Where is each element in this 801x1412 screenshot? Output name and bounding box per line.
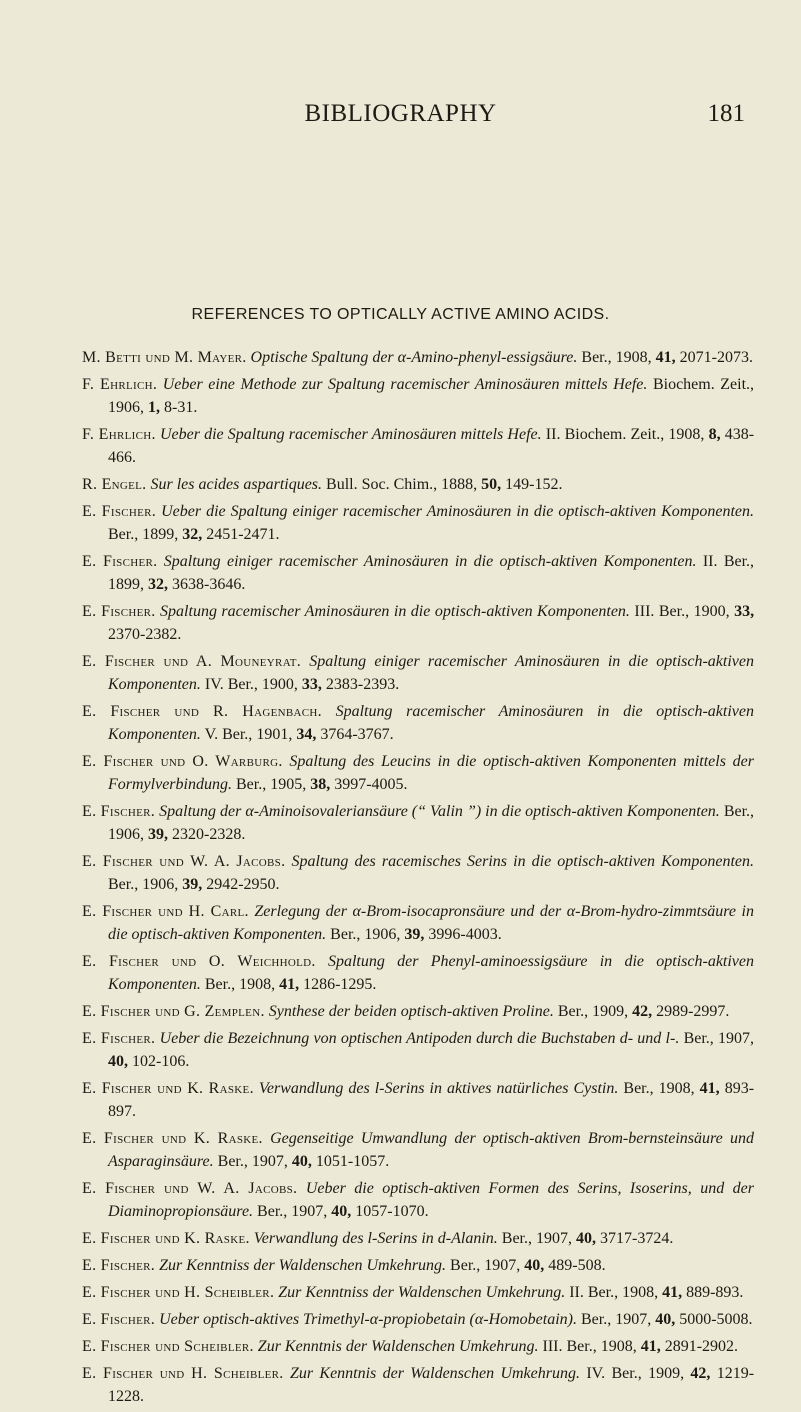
reference-volume: 41, [699,1080,720,1097]
reference-year: 1905, [270,776,307,793]
reference-pages: 2383-2393. [325,676,400,693]
reference-author: F. Ehrlich. [82,426,156,443]
reference-volume: 40, [524,1257,545,1274]
reference-journal: III. Ber., [634,603,690,620]
reference-year: 1909, [592,1003,629,1020]
reference-author: E. Fischer und W. A. Jacobs. [82,853,286,870]
reference-author: E. Fischer und K. Raske. [82,1230,250,1247]
reference-journal: II. Ber., [702,553,755,570]
reference-volume: 8, [708,426,721,443]
reference-year: 1907, [291,1203,328,1220]
reference-year: 1907, [615,1311,652,1328]
reference-journal: III. Ber., [542,1338,597,1355]
reference-year: 1907, [251,1153,288,1170]
reference-year: 1908, [622,1284,659,1301]
reference-volume: 41, [279,976,300,993]
reference-pages: 1286-1295. [303,976,377,993]
reference-title: Sur les acides aspartiques. [150,476,323,493]
reference-volume: 40, [291,1153,312,1170]
reference-pages: 3638-3646. [172,576,246,593]
reference-journal: V. Ber., [204,726,253,743]
reference-entry [82,700,754,746]
reference-title: Verwandlung des l-Serins in aktives natürliches Cystin. [258,1080,619,1097]
reference-journal: Ber., [217,1153,248,1170]
running-head [0,98,801,138]
reference-journal: Ber., [581,349,612,366]
reference-year: 1900, [693,603,730,620]
reference-volume: 34, [296,726,317,743]
reference-journal: Ber., [557,1003,589,1020]
reference-volume: 41, [662,1284,683,1301]
reference-volume: 39, [182,876,203,893]
reference-year: 1909, [648,1365,685,1382]
reference-journal: Ber., [623,1080,654,1097]
reference-volume: 42, [690,1365,711,1382]
reference-pages: 1219-1228. [108,1365,755,1405]
reference-author: E. Fischer und W. A. Jacobs. [82,1180,298,1197]
reference-title: Zur Kenntnis der Waldenschen Umkehrung. [257,1338,539,1355]
reference-entry [82,1227,754,1250]
reference-year: 1908, [658,1080,695,1097]
reference-author: E. Fischer und Scheibler. [82,1338,254,1355]
reference-pages: 1057-1070. [355,1203,429,1220]
reference-author: E. Fischer. [82,503,157,520]
reference-entry [82,900,754,946]
reference-author: F. Ehrlich. [82,376,158,393]
reference-pages: 102-106. [132,1053,190,1070]
reference-title: Spaltung einiger racemischer Aminosäuren in die optisch-aktiven Komponenten. [108,653,755,693]
reference-author: E. Fischer und G. Zemplen. [82,1003,265,1020]
reference-title: Ueber eine Methode zur Spaltung racemischer Aminosäuren mittels Hefe. [162,376,648,393]
reference-journal: II. Ber., [569,1284,619,1301]
reference-volume: 39, [148,826,168,843]
reference-title: Ueber die Spaltung racemischer Aminosäuren mittels Hefe. [159,426,542,443]
reference-pages: 8-31. [164,399,198,416]
reference-year: 1907, [718,1030,755,1047]
reference-year: 1906, [108,399,144,416]
reference-volume: 1, [148,399,160,416]
reference-title: Optische Spaltung der α-Amino-phenyl-essigsäure. [250,349,578,366]
reference-entry [82,1027,754,1073]
reference-author: E. Fischer und K. Raske. [82,1130,263,1147]
reference-entry [82,1335,754,1358]
reference-title: Spaltung der Phenyl-aminoessigsäure in die optisch-aktiven Komponenten. [108,953,755,993]
reference-entry [82,600,754,646]
reference-title: Ueber die Spaltung einiger racemischer Aminosäuren in die optisch-aktiven Komponenten. [161,503,755,520]
reference-volume: 33, [301,676,322,693]
reference-year: 1907, [484,1257,521,1274]
reference-entry [82,850,754,896]
reference-journal: Ber., [683,1030,714,1047]
reference-pages: 3997-4005. [334,776,408,793]
reference-volume: 41, [640,1338,661,1355]
reference-title: Spaltung des Leucins in die optisch-aktiven Komponenten mittels der Formylverbindung. [108,753,755,793]
reference-author: E. Fischer und H. Carl. [82,903,249,920]
reference-title: Ueber optisch-aktives Trimethyl-α-propiobetain (α-Homobetain). [159,1311,577,1328]
reference-author: E. Fischer. [82,1311,156,1328]
reference-author: M. Betti und M. Mayer. [82,349,247,366]
reference-pages: 5000-5008. [679,1311,753,1328]
reference-title: Zur Kenntnis der Waldenschen Umkehrung. [289,1365,580,1382]
reference-entry [82,1254,754,1277]
reference-author: E. Fischer. [82,1257,156,1274]
reference-entry [82,800,754,846]
reference-entry [82,1000,754,1023]
reference-author: E. Fischer und H. Scheibler. [82,1365,284,1382]
reference-title: Zerlegung der α-Brom-isocapronsäure und der α-Brom-hydro-zimmtsäure in die optisch-aktiven Komponenten. [108,903,755,943]
reference-journal: Ber., [723,803,755,820]
reference-list [82,346,754,1412]
reference-pages: 489-508. [548,1257,606,1274]
reference-author: E. Fischer. [82,553,158,570]
reference-title: Zur Kenntniss der Waldenschen Umkehrung. [159,1257,447,1274]
reference-title: Ueber die Bezeichnung von optischen Antipoden durch die Buchstaben d- und l-. [159,1030,680,1047]
reference-entry [82,1308,754,1331]
reference-entry [82,950,754,996]
reference-entry [82,373,754,419]
reference-author: R. Engel. [82,476,147,493]
reference-journal: IV. Ber., [204,676,258,693]
reference-entry [82,473,754,496]
reference-pages: 438-466. [108,426,755,466]
reference-journal: Ber., [581,1311,612,1328]
reference-pages: 2451-2471. [206,526,280,543]
reference-author: E. Fischer und K. Raske. [82,1080,254,1097]
reference-pages: 149-152. [505,476,563,493]
reference-entry [82,1127,754,1173]
reference-pages: 2942-2950. [206,876,280,893]
reference-entry [82,1362,754,1408]
reference-volume: 40, [575,1230,596,1247]
reference-entry [82,1177,754,1223]
reference-year: 1908, [668,426,705,443]
reference-journal: IV. Ber., [586,1365,642,1382]
reference-entry [82,650,754,696]
page-number: 181 [707,100,745,127]
reference-pages: 2071-2073. [679,349,753,366]
reference-title: Spaltung der α-Aminoisovaleriansäure (“ Valin ”) in die optisch-aktiven Komponenten. [159,803,720,820]
reference-author: E. Fischer und R. Hagenbach. [82,703,322,720]
reference-author: E. Fischer und O. Weichhold. [82,953,316,970]
reference-year: 1899, [108,576,144,593]
reference-title: Gegenseitige Umwandlung der optisch-aktiven Brom-bernsteinsäure und Asparaginsäure. [108,1130,754,1170]
reference-year: 1901, [256,726,293,743]
reference-pages: 2989-2997. [656,1003,730,1020]
reference-pages: 1051-1057. [315,1153,390,1170]
reference-volume: 38, [310,776,331,793]
reference-pages: 2370-2382. [108,626,182,643]
reference-volume: 40, [331,1203,352,1220]
reference-pages: 2891-2902. [664,1338,739,1355]
reference-volume: 40, [655,1311,676,1328]
reference-title: Spaltung racemischer Aminosäuren in die optisch-aktiven Komponenten. [160,603,630,620]
reference-author: E. Fischer und O. Warburg. [82,753,283,770]
reference-volume: 40, [108,1053,128,1070]
reference-entry [82,550,754,596]
running-title: BIBLIOGRAPHY [304,100,497,127]
reference-volume: 50, [481,476,502,493]
reference-title: Spaltung des racemisches Serins in die optisch-aktiven Komponenten. [291,853,754,870]
reference-pages: 893-897. [108,1080,755,1120]
reference-journal: Ber., [330,926,361,943]
reference-title: Ueber die optisch-aktiven Formen des Serins, Isoserins, und der Diaminopropionsäure. [108,1180,754,1220]
reference-entry [82,423,754,469]
reference-year: 1899, [142,526,179,543]
reference-year: 1906, [364,926,401,943]
reference-entry [82,750,754,796]
reference-title: Verwandlung des l-Serins in d-Alanin. [253,1230,498,1247]
reference-entry [82,500,754,546]
reference-journal: Ber., [257,1203,288,1220]
reference-title: Synthese der beiden optisch-aktiven Proline. [268,1003,554,1020]
reference-journal: II. Biochem. Zeit., [545,426,665,443]
reference-pages: 2320-2328. [172,826,246,843]
reference-volume: 39, [404,926,425,943]
reference-year: 1888, [441,476,478,493]
reference-author: E. Fischer. [82,1030,156,1047]
reference-entry [82,1281,754,1304]
reference-volume: 42, [632,1003,653,1020]
reference-author: E. Fischer und A. Mouneyrat. [82,653,302,670]
reference-title: Spaltung racemischer Aminosäuren in die optisch-aktiven Komponenten. [108,703,755,743]
reference-volume: 33, [734,603,755,620]
reference-volume: 41, [655,349,676,366]
reference-journal: Ber., [235,776,267,793]
reference-volume: 32, [148,576,168,593]
reference-title: Zur Kenntniss der Waldenschen Umkehrung. [278,1284,566,1301]
reference-journal: Ber., [501,1230,532,1247]
reference-title: Spaltung einiger racemischer Aminosäuren in die optisch-aktiven Komponenten. [163,553,697,570]
reference-journal: Ber., [450,1257,481,1274]
reference-pages: 3996-4003. [428,926,502,943]
reference-year: 1907, [535,1230,572,1247]
section-title: REFERENCES TO OPTICALLY ACTIVE AMINO ACIDS. [191,306,610,323]
reference-year: 1906, [142,876,179,893]
reference-entry [82,346,754,369]
reference-pages: 3764-3767. [320,726,394,743]
reference-journal: Ber., [108,876,139,893]
reference-entry [82,1077,754,1123]
reference-year: 1908, [239,976,276,993]
reference-journal: Bull. Soc. Chim., [326,476,438,493]
reference-journal: Biochem. Zeit., [652,376,755,393]
reference-journal: Ber., [108,526,139,543]
reference-year: 1908, [600,1338,637,1355]
reference-pages: 889-893. [686,1284,744,1301]
reference-author: E. Fischer. [82,803,156,820]
reference-volume: 32, [182,526,203,543]
reference-author: E. Fischer und H. Scheibler. [82,1284,275,1301]
reference-author: E. Fischer. [82,603,156,620]
reference-journal: Ber., [204,976,236,993]
reference-year: 1906, [108,826,144,843]
reference-pages: 3717-3724. [599,1230,674,1247]
reference-year: 1900, [261,676,298,693]
reference-year: 1908, [615,349,652,366]
